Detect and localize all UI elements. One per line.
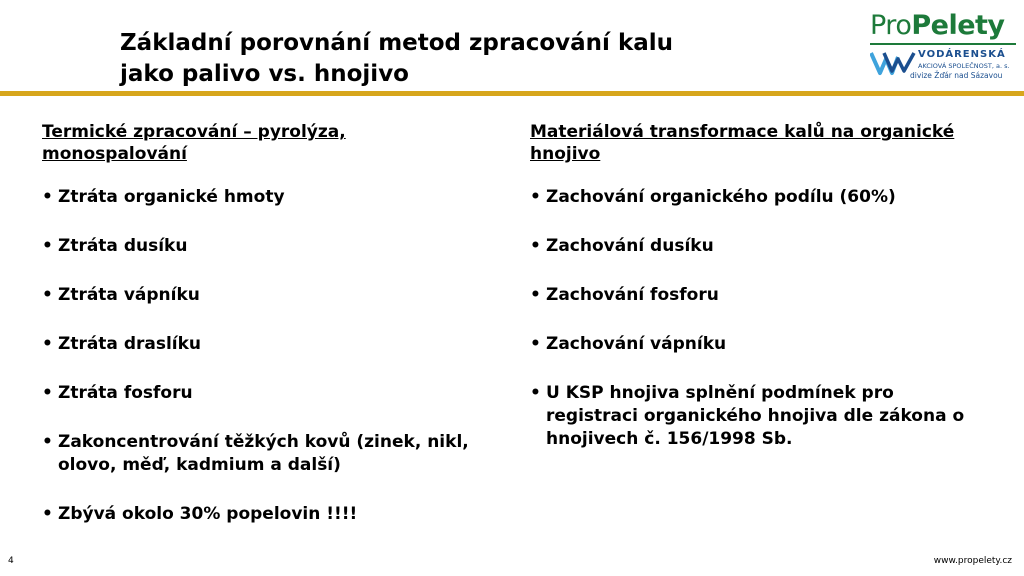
left-bullet-text: Zakoncentrování těžkých kovů (zinek, nikl, [58, 432, 469, 452]
logo-divider [870, 43, 1016, 45]
left-bullet-item [42, 284, 492, 307]
right-bullet-text: registraci organického hnojiva dle zákona o [546, 406, 965, 426]
right-bullet-text: hnojivech č. 156/1998 Sb. [546, 429, 793, 449]
logo-pelety-text: Pelety [911, 10, 1005, 41]
left-bullet-text: Zbývá okolo 30% popelovin !!!! [58, 504, 358, 524]
bullet-dot-icon: • [42, 285, 53, 305]
left-bullet-item [42, 333, 492, 356]
right-bullet-item [530, 235, 1000, 258]
logo-pro-text: Pro [870, 10, 912, 41]
bullet-dot-icon: • [42, 187, 53, 207]
left-bullet-item [42, 431, 492, 477]
propelety-logo [870, 10, 1005, 42]
left-bullet-item [42, 186, 492, 209]
right-bullet-text: U KSP hnojiva splnění podmínek pro [546, 383, 894, 403]
left-heading-line-2: monospalování [42, 144, 187, 164]
bullet-dot-icon: • [42, 383, 53, 403]
header-accent-rule [0, 91, 1024, 96]
left-bullet-text: Ztráta dusíku [58, 236, 188, 256]
right-bullet-text: Zachování vápníku [546, 334, 727, 354]
slide-title-line-2: jako palivo vs. hnojivo [120, 61, 409, 87]
left-heading-line-1: Termické zpracování – pyrolýza, [42, 122, 346, 142]
right-bullet-item [530, 382, 1000, 451]
right-column-heading [530, 121, 1000, 165]
right-column [530, 121, 1000, 477]
footer-url: www.propelety.cz [933, 556, 1012, 566]
left-column [42, 121, 492, 552]
vodarenska-division: divize Žďár nad Sázavou [910, 71, 1003, 80]
right-bullet-text: Zachování dusíku [546, 236, 714, 256]
bullet-dot-icon: • [530, 334, 541, 354]
bullet-dot-icon: • [530, 236, 541, 256]
left-bullet-text: olovo, měď, kadmium a další) [58, 455, 341, 475]
bullet-dot-icon: • [530, 187, 541, 207]
left-column-heading [42, 121, 492, 165]
right-bullet-item [530, 284, 1000, 307]
bullet-dot-icon: • [42, 432, 53, 452]
left-bullet-item [42, 235, 492, 258]
left-bullet-text: Ztráta organické hmoty [58, 187, 285, 207]
vodarenska-subtitle: AKCIOVÁ SPOLEČNOST, a. s. [918, 62, 1010, 70]
right-heading-line-1: Materiálová transformace kalů na organické [530, 122, 955, 142]
right-bullet-text: Zachování fosforu [546, 285, 719, 305]
left-bullet-text: Ztráta fosforu [58, 383, 193, 403]
right-bullet-item [530, 186, 1000, 209]
bullet-dot-icon: • [530, 383, 541, 403]
bullet-dot-icon: • [42, 334, 53, 354]
left-bullet-item [42, 382, 492, 405]
right-heading-line-2: hnojivo [530, 144, 601, 164]
bullet-dot-icon: • [530, 285, 541, 305]
right-bullet-item [530, 333, 1000, 356]
left-bullet-text: Ztráta draslíku [58, 334, 202, 354]
slide-title-line-1: Základní porovnání metod zpracování kalu [120, 30, 674, 56]
left-bullet-text: Ztráta vápníku [58, 285, 200, 305]
bullet-dot-icon: • [42, 236, 53, 256]
vodarenska-name: VODÁRENSKÁ [918, 49, 1006, 60]
slide-title [120, 28, 760, 90]
right-bullet-text: Zachování organického podílu (60%) [546, 187, 896, 207]
vodarenska-logo [870, 47, 1020, 87]
bullet-dot-icon: • [42, 504, 53, 524]
slide-number: 4 [8, 556, 14, 566]
left-bullet-item [42, 503, 492, 526]
